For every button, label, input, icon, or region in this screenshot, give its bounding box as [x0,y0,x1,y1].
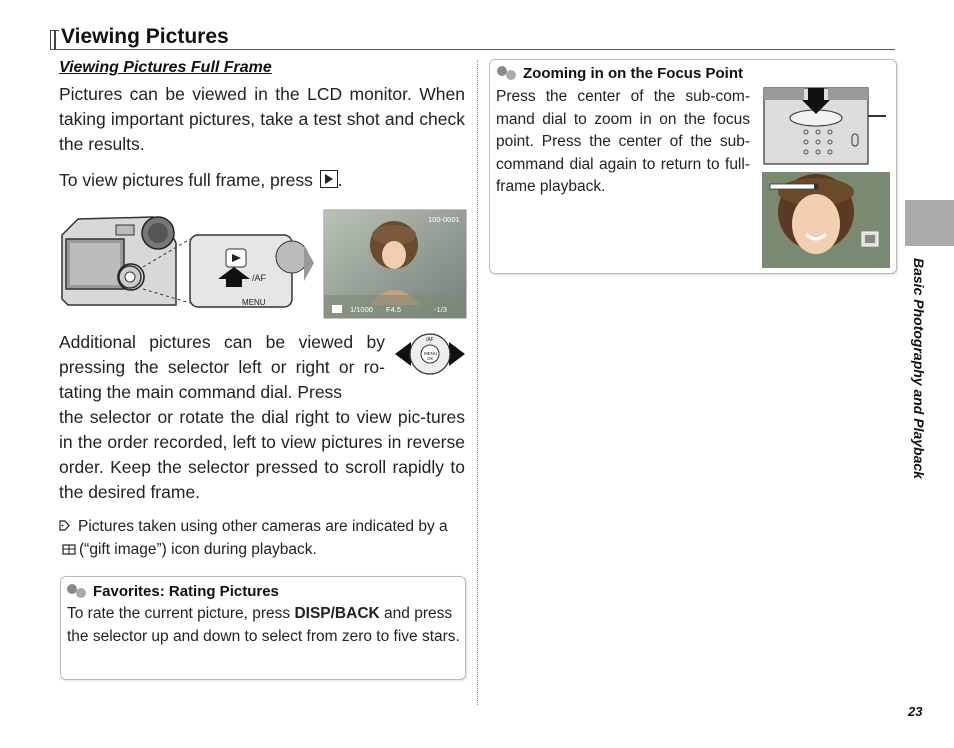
tips-gears-icon [497,66,519,80]
disp-back-key: DISP/BACK [294,605,380,622]
exposure-compensation: -1/3 [434,305,447,314]
column-divider [477,60,478,705]
note-text-end: (“gift image”) icon during playback. [79,541,317,558]
title-bar-marker [50,30,59,50]
camera-illustration [58,205,468,320]
playback-button-icon [320,170,338,188]
zoomed-photo [762,172,890,268]
favorites-text-end: and press the selector up and down to select from zero to five stars. [67,605,460,645]
button-closeup-drawing [190,235,308,307]
zoom-box-title-row [497,65,743,83]
tips-gears-icon [67,584,89,598]
paragraph-full-frame [59,168,465,193]
note-text-start: Pictures taken using other cameras are indicated by a [78,518,448,535]
chapter-label-text: Basic Photography and Playback [911,258,927,479]
zoom-box-text: Press the center of the sub-com-mand dial to zoom in on the focus point. Press the center of the sub-command dial again to return to full-frame playback. [496,88,750,195]
subhead: Viewing Pictures Full Frame [59,59,272,76]
zoom-box-title: Zooming in on the Focus Point [523,65,743,82]
title-rule [50,49,895,50]
zoom-box [489,59,897,274]
favorites-box-title-row [67,583,279,601]
arrow-right-icon [449,342,465,366]
favorites-box-text [67,603,461,648]
arrow-left-icon [395,342,411,366]
paragraph-full-frame-text: To view pictures full frame, press [59,170,313,190]
section-title: Viewing Pictures [61,25,229,48]
lcd-preview [324,210,466,318]
selector-illustration [393,330,467,378]
chapter-tab [905,200,954,246]
paragraph-intro: Pictures can be viewed in the LCD monitor. When taking important pictures, take a test shot and check the results. [59,84,465,154]
paragraph-scroll: the selector or rotate the dial right to view pic-tures in the order recorded, left to view pictures in reverse order. Keep the selector pressed to scroll rapidly to the desired frame. [59,407,465,502]
shutter-speed: 1/1000 [350,305,373,314]
frame-number: 100-0001 [428,215,460,224]
af-button-label: /AF [252,273,267,283]
favorites-box [60,576,466,680]
favorites-text-start: To rate the current picture, press [67,605,291,622]
paragraph-full-frame-end: . [337,170,343,190]
menu-button-label: MENU [242,298,266,307]
favorites-box-title: Favorites: Rating Pictures [93,583,279,600]
arrow-right-icon [304,245,314,281]
note-tag-icon [59,515,70,526]
paragraph-selector: Additional pictures can be viewed by pressing the selector left or right or ro-tating the main command dial. Press [59,332,385,402]
note-gift-image [59,515,465,561]
camera-top-illustration [762,86,890,166]
svg-text:MENU: MENU [424,351,438,356]
selector-af-label: /AF [426,337,434,343]
gift-image-icon [62,539,76,551]
svg-text:OK: OK [427,356,434,361]
camera-body-drawing [62,217,190,305]
chapter-label [905,258,935,538]
aperture-value: F4.5 [386,305,402,314]
page-number: 23 [908,704,923,719]
